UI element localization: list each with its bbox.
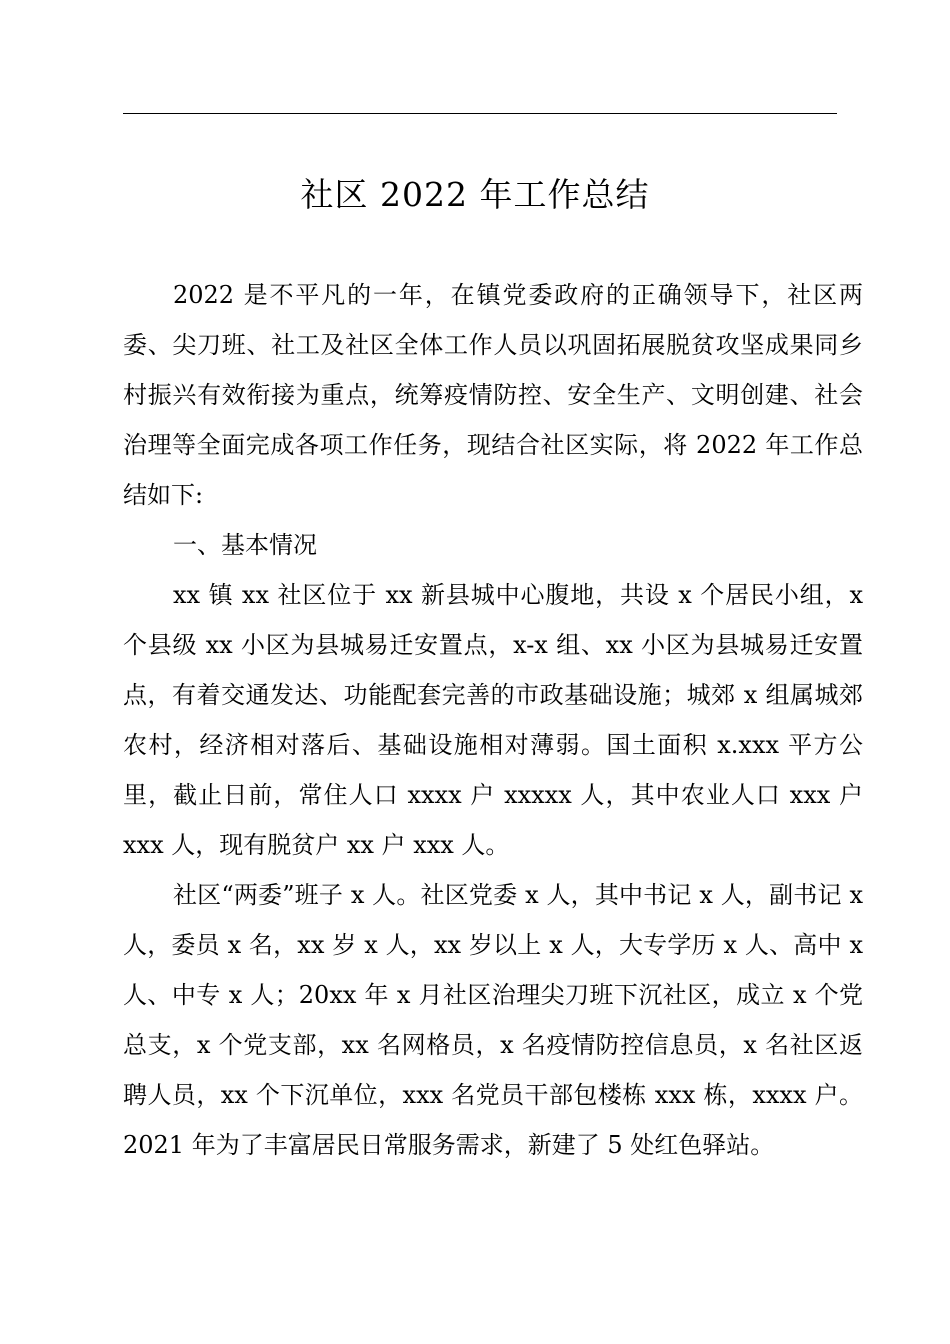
leadership-paragraph: 社区“两委”班子 x 人。社区党委 x 人，其中书记 x 人，副书记 x 人，委员 x 名，xx 岁 x 人，xx 岁以上 x 人，大专学历 x 人、高中 x 人、中专 x 人；20xx 年 x 月社区治理尖刀班下沉社区，成立 x 个党总支，x 个党支部，xx 名网格员，x 名疫情防控信息员，x 名社区返聘人员，xx 个下沉单位，xxx 名党员干部包楼栋 xxx 栋，xxxx 户。2021 年为了丰富居民日常服务需求，新建了 5 处红色驿站。 (123, 881, 863, 1159)
section-heading-basic-situation: 一、基本情况 (173, 531, 317, 559)
basic-situation-paragraph: xx 镇 xx 社区位于 xx 新县城中心腹地，共设 x 个居民小组，x 个县级 xx 小区为县城易迁安置点，x-x 组、xx 小区为县城易迁安置点，有着交通发达、功能配套完善的市政基础设施；城郊 x 组属城郊农村，经济相对落后、基础设施相对薄弱。国土面积 x.xxx 平方公里，截止日前，常住人口 xxxx 户 xxxxx 人，其中农业人口 xxx 户 xxx 人，现有脱贫户 xx 户 xxx 人。 (123, 581, 863, 859)
document-title: 社区 2022 年工作总结 (300, 175, 650, 214)
header-rule (123, 113, 837, 114)
document-body (123, 270, 863, 1170)
intro-paragraph: 2022 是不平凡的一年，在镇党委政府的正确领导下，社区两委、尖刀班、社工及社区全体工作人员以巩固拓展脱贫攻坚成果同乡村振兴有效衔接为重点，统筹疫情防控、安全生产、文明创建、社会治理等全面完成各项工作任务，现结合社区实际，将 2022 年工作总结如下: (123, 281, 863, 509)
